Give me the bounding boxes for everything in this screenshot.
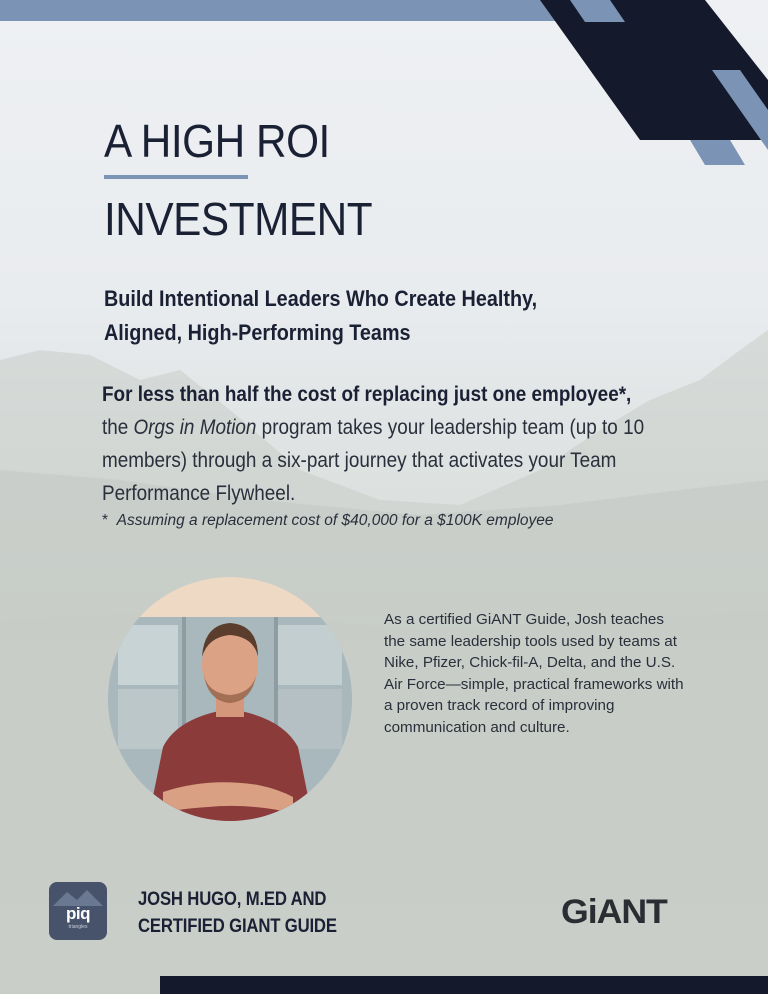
heading-line-2: INVESTMENT — [104, 193, 373, 245]
piq-logo-word: piq — [66, 904, 90, 923]
presenter-portrait-image — [108, 577, 352, 821]
intro-bold-lead: For less than half the cost of replacing just one employee*, — [102, 383, 632, 406]
intro-program-name: Orgs in Motion — [133, 416, 257, 439]
subheading-line-2: Aligned, High-Performing Teams — [104, 320, 411, 345]
piq-logo — [49, 882, 107, 940]
presenter-name — [138, 886, 367, 940]
footnote-text: Assuming a replacement cost of $40,000 for a $100K employee — [116, 512, 554, 529]
heading-underline — [104, 175, 248, 179]
intro-paragraph — [102, 378, 714, 510]
intro-after-italic: program takes your leadership team (up to 10 members) through a six-part journey that activates your Team Performance Flywheel. — [102, 416, 645, 505]
bottom-accent-bar — [160, 976, 768, 994]
subheading — [104, 282, 626, 350]
subheading-line-1: Build Intentional Leaders Who Create Healthy, — [104, 286, 538, 311]
footnote-marker: * — [102, 512, 109, 529]
presenter-photo — [108, 577, 352, 821]
corner-decoration — [0, 0, 768, 200]
heading-line-1: A HIGH ROI — [104, 115, 330, 167]
footnote — [102, 512, 554, 530]
piq-logo-subtext: triangles — [68, 924, 88, 930]
presenter-name-line-1: JOSH HUGO, M.ED AND — [138, 889, 327, 910]
presenter-name-line-2: CERTIFIED GIANT GUIDE — [138, 916, 337, 937]
intro-before-italic: the — [102, 416, 134, 439]
presenter-bio: As a certified GiANT Guide, Josh teaches the same leadership tools used by teams at Nike, Pfizer, Chick-fil-A, Delta, and the U.S. Air Force—simple, practical frameworks with a proven track record of improving communication and culture. — [384, 611, 684, 736]
giant-logo: GiANT — [561, 893, 667, 931]
